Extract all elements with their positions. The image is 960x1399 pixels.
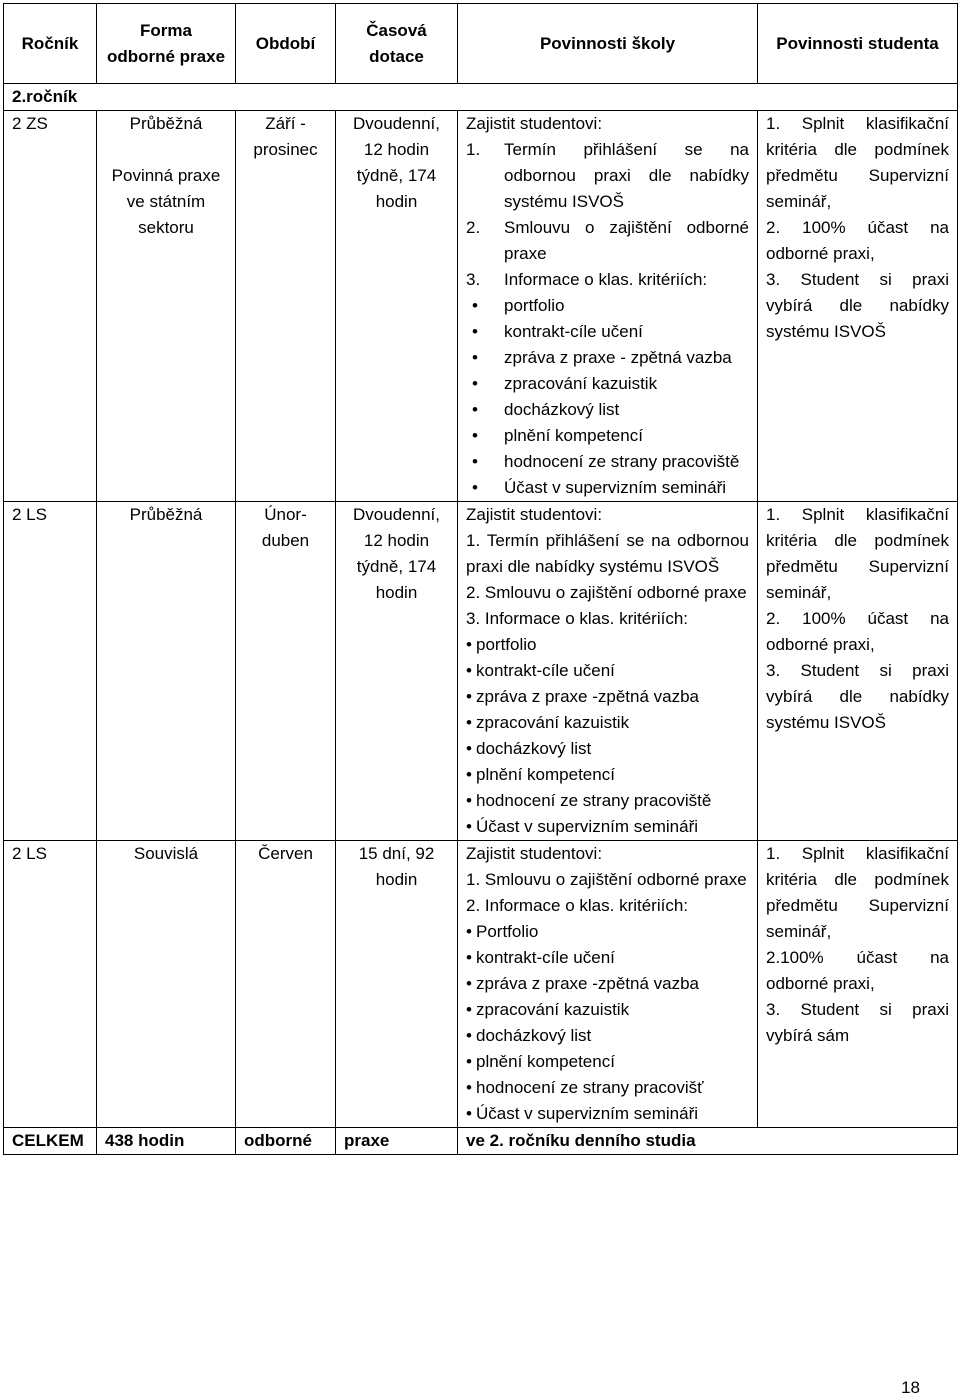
header-povinnosti-studenta: Povinnosti studenta xyxy=(758,4,958,84)
list-item: • zpráva z praxe -zpětná vazba xyxy=(466,971,749,997)
list-item: • hodnocení ze strany pracoviště xyxy=(466,449,749,475)
list-item: 1. Termín přihlášení se na odbornou praxi dle nabídky systému ISVOŠ xyxy=(466,140,749,211)
total-hours: 438 hodin xyxy=(97,1128,236,1155)
povinnosti-studenta-cell xyxy=(758,111,958,502)
povinnosti-skoly-cell xyxy=(458,111,758,502)
header-povinnosti-skoly: Povinnosti školy xyxy=(458,4,758,84)
list-item: • Účast v supervizním semináři xyxy=(466,1101,749,1127)
forma-cell xyxy=(97,111,236,502)
section-label: 2.ročník xyxy=(4,84,958,111)
list-item: • zpracování kazuistik xyxy=(466,710,749,736)
table-row xyxy=(4,841,958,1128)
total-praxe: praxe xyxy=(336,1128,458,1155)
list-item: • kontrakt-cíle učení xyxy=(466,319,749,345)
obdobi-cell: Únor-duben xyxy=(236,502,336,841)
curriculum-table xyxy=(3,3,958,1155)
list-item: • zpráva z praxe - zpětná vazba xyxy=(466,345,749,371)
list-item: • Účast v supervizním semináři xyxy=(466,475,749,501)
list-item: • zpráva z praxe -zpětná vazba xyxy=(466,684,749,710)
student-duty: 2. 100% účast na odborné praxi, xyxy=(766,218,949,263)
list-item: • portfolio xyxy=(466,632,749,658)
student-duty: 1. Splnit klasifikační kritéria dle podmínek předmětu Supervizní seminář, xyxy=(766,505,949,602)
header-obdobi: Období xyxy=(236,4,336,84)
student-duty: 1. Splnit klasifikační kritéria dle podmínek předmětu Supervizní seminář, xyxy=(766,844,949,941)
student-duty: 2.100% účast na odborné praxi, xyxy=(766,948,949,993)
list-item: 2. Informace o klas. kritériích: xyxy=(466,896,689,915)
header-forma: Forma odborné praxe xyxy=(97,4,236,84)
student-duty: 3. Student si praxi vybírá dle nabídky systému ISVOŠ xyxy=(766,661,949,732)
povinnosti-studenta-cell xyxy=(758,502,958,841)
list-item: • Portfolio xyxy=(466,919,749,945)
intro-text: Zajistit studentovi: xyxy=(466,844,603,863)
rocnik-cell: 2 ZS xyxy=(4,111,97,502)
list-item: • docházkový list xyxy=(466,736,749,762)
forma-note: Povinná praxe ve státním sektoru xyxy=(111,166,221,237)
list-item: • docházkový list xyxy=(466,397,749,423)
total-label: CELKEM xyxy=(4,1128,97,1155)
list-item: • Účast v supervizním semináři xyxy=(466,814,749,840)
list-item: 3. Informace o klas. kritériích: xyxy=(466,270,708,289)
forma-cell: Průběžná xyxy=(97,502,236,841)
intro-text: Zajistit studentovi: xyxy=(466,114,603,133)
obdobi-cell: Září - prosinec xyxy=(236,111,336,502)
list-item: • portfolio xyxy=(466,293,749,319)
list-item: • zpracování kazuistik xyxy=(466,997,749,1023)
student-duty: 3. Student si praxi vybírá dle nabídky systému ISVOŠ xyxy=(766,270,949,341)
rocnik-cell: 2 LS xyxy=(4,841,97,1128)
list-item: • kontrakt-cíle učení xyxy=(466,658,749,684)
povinnosti-skoly-cell xyxy=(458,502,758,841)
section-row xyxy=(4,84,958,111)
student-duty: 2. 100% účast na odborné praxi, xyxy=(766,609,949,654)
obdobi-cell: Červen xyxy=(236,841,336,1128)
povinnosti-studenta-cell xyxy=(758,841,958,1128)
table-row xyxy=(4,502,958,841)
intro-text: Zajistit studentovi: xyxy=(466,505,603,524)
total-odborne: odborné xyxy=(236,1128,336,1155)
page-number: 18 xyxy=(901,1378,920,1397)
bullet-list xyxy=(466,919,749,1127)
list-item: • plnění kompetencí xyxy=(466,1049,749,1075)
casova-cell: Dvoudenní, 12 hodin týdně, 174 hodin xyxy=(336,111,458,502)
forma-type: Průběžná xyxy=(129,114,203,133)
list-item: • hodnocení ze strany pracovišť xyxy=(466,1075,749,1101)
total-row xyxy=(4,1128,958,1155)
list-item: 2. Smlouvu o zajištění odborné praxe xyxy=(466,218,749,263)
list-item: • hodnocení ze strany pracoviště xyxy=(466,788,749,814)
table-row xyxy=(4,111,958,502)
list-item: 3. Informace o klas. kritériích: xyxy=(466,609,689,628)
list-item: 2. Smlouvu o zajištění odborné praxe xyxy=(466,583,747,602)
bullet-list xyxy=(466,293,749,501)
header-rocnik: Ročník xyxy=(4,4,97,84)
forma-cell: Souvislá xyxy=(97,841,236,1128)
student-duty: 1. Splnit klasifikační kritéria dle podmínek předmětu Supervizní seminář, xyxy=(766,114,949,211)
casova-cell: 15 dní, 92 hodin xyxy=(336,841,458,1128)
header-casova-dotace: Časová dotace xyxy=(336,4,458,84)
list-item: • plnění kompetencí xyxy=(466,423,749,449)
rocnik-cell: 2 LS xyxy=(4,502,97,841)
list-item: • docházkový list xyxy=(466,1023,749,1049)
header-row xyxy=(4,4,958,84)
numbered-list xyxy=(466,137,749,293)
bullet-list xyxy=(466,632,749,840)
list-item: • kontrakt-cíle učení xyxy=(466,945,749,971)
povinnosti-skoly-cell xyxy=(458,841,758,1128)
list-item: 1. Termín přihlášení se na odbornou praxi dle nabídky systému ISVOŠ xyxy=(466,531,749,576)
casova-cell: Dvoudenní, 12 hodin týdně, 174 hodin xyxy=(336,502,458,841)
total-rest: ve 2. ročníku denního studia xyxy=(458,1128,958,1155)
list-item: 1. Smlouvu o zajištění odborné praxe xyxy=(466,870,747,889)
list-item: • plnění kompetencí xyxy=(466,762,749,788)
list-item: • zpracování kazuistik xyxy=(466,371,749,397)
student-duty: 3. Student si praxi vybírá sám xyxy=(766,1000,949,1045)
